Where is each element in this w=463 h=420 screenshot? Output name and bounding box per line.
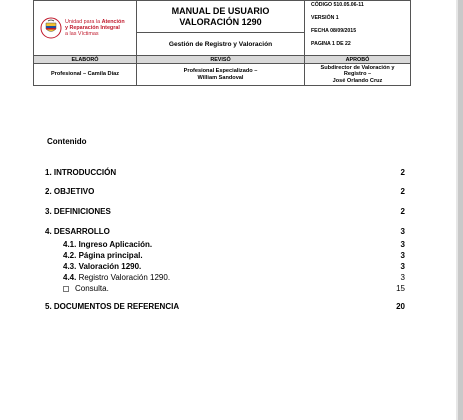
document-meta-cell	[305, 1, 411, 56]
version-label: VERSIÓN 1	[311, 15, 339, 21]
toc-subentry[interactable]: 4.2. Página principal. 3	[63, 251, 405, 260]
document-title-line2: VALORACIÓN 1290	[179, 16, 262, 27]
toc-subentry[interactable]: Consulta. 15	[45, 284, 405, 294]
toc-subentry[interactable]: 4.3. Valoración 1290. 3	[63, 262, 405, 271]
toc-heading: Contenido	[47, 137, 87, 146]
elaboro-name: Profesional – Camila Díaz	[34, 64, 137, 86]
toc-entry[interactable]: 1. INTRODUCCIÓN 2	[45, 168, 405, 177]
logo-wordmark: Unidad para la Atención y Reparación Integral a las Víctimas	[65, 19, 125, 37]
toc-subentry[interactable]: 4.4. Registro Valoración 1290. 3	[63, 273, 405, 282]
document-title-line1: MANUAL DE USUARIO	[171, 5, 270, 16]
codigo-label: CÓDIGO 510.05.06-11	[311, 2, 364, 8]
bullet-icon	[63, 286, 69, 292]
toc-entry[interactable]: 3. DEFINICIONES 2	[45, 207, 405, 216]
col-header-reviso: REVISÓ	[137, 56, 305, 64]
pagina-label: PAGINA 1 DE 22	[311, 41, 351, 47]
toc-entry[interactable]: 2. OBJETIVO 2	[45, 187, 405, 196]
coat-of-arms-icon	[40, 17, 62, 39]
page-shadow	[458, 0, 463, 420]
toc-entry[interactable]: 5. DOCUMENTOS DE REFERENCIA 20	[45, 302, 405, 311]
document-header-table	[33, 0, 411, 86]
fecha-label: FECHA 08/09/2015	[311, 28, 357, 34]
reviso-name: Profesional Especializado – William Sandoval	[137, 64, 305, 86]
toc-entry[interactable]: 4. DESARROLLO 3	[45, 227, 405, 236]
document-subtitle: Gestión de Registro y Valoración	[137, 33, 305, 56]
logo-cell	[34, 1, 137, 56]
aprobo-name: Subdirector de Valoración y Registro – José Orlando Cruz	[305, 64, 411, 86]
toc-subentry[interactable]: 4.1. Ingreso Aplicación. 3	[63, 240, 405, 249]
document-title-cell	[137, 1, 305, 33]
col-header-elaboro: ELABORÓ	[34, 56, 137, 64]
col-header-aprobo: APROBÓ	[305, 56, 411, 64]
unidad-victimas-logo	[34, 17, 136, 39]
